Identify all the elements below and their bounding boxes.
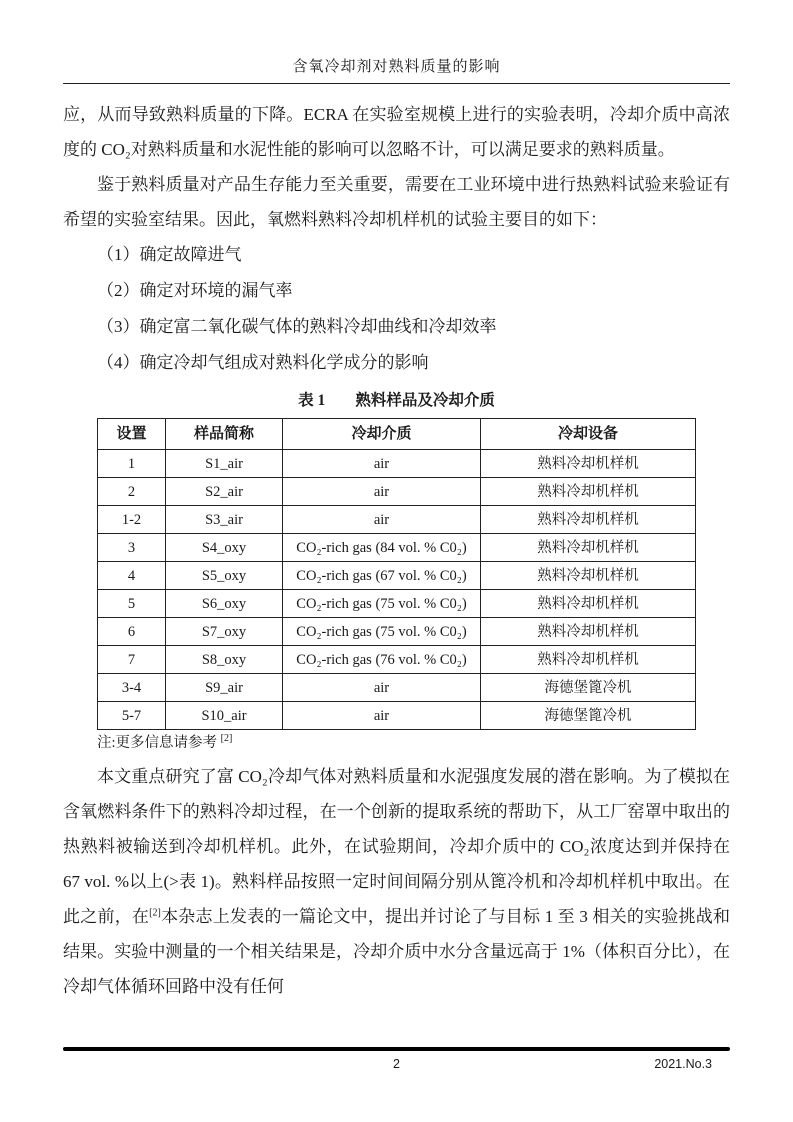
table-row — [98, 506, 696, 534]
table-cell: 3-4 — [98, 674, 166, 702]
table-row — [98, 674, 696, 702]
page-footer — [63, 1047, 730, 1074]
page-body — [63, 97, 730, 1004]
table-row — [98, 562, 696, 590]
table-cell: S6_oxy — [166, 590, 283, 618]
page-header — [63, 0, 730, 84]
footer-row — [63, 1054, 730, 1074]
table-cell: air — [283, 506, 481, 534]
samples-table — [97, 418, 696, 730]
table-cell: air — [283, 450, 481, 478]
table-cell: 熟料冷却机样机 — [481, 618, 696, 646]
table-header-row — [98, 419, 696, 450]
objective-item: （4）确定冷却气组成对熟料化学成分的影响 — [97, 353, 429, 372]
citation-ref: [2] — [149, 907, 161, 919]
table-cell: 熟料冷却机样机 — [481, 562, 696, 590]
table-cell: 5-7 — [98, 702, 166, 730]
objective-item: （3）确定富二氧化碳气体的熟料冷却曲线和冷却效率 — [97, 317, 497, 336]
table-caption-label: 表 1 — [298, 392, 326, 409]
table-cell: 海德堡篦冷机 — [481, 674, 696, 702]
table-cell: 5 — [98, 590, 166, 618]
table-row — [98, 646, 696, 674]
table-cell: S10_air — [166, 702, 283, 730]
table-cell: air — [283, 674, 481, 702]
table-row — [98, 534, 696, 562]
table-row — [98, 702, 696, 730]
paragraph-results — [63, 759, 730, 1004]
table-header-cell: 冷却介质 — [283, 419, 481, 450]
table-cell: 1 — [98, 450, 166, 478]
table-cell: CO₂-rich gas (84 vol. % C0₂) — [283, 534, 481, 562]
paragraph-objectives-intro: 鉴于熟料质量对产品生存能力至关重要，需要在工业环境中进行热熟料试验来验证有希望的实验室结果。因此，氧燃料熟料冷却机样机的试验主要目的如下： — [63, 175, 730, 229]
text-segment: 本文重点研究了富 CO₂冷却气体对熟料质量和水泥强度发展的潜在影响。为了模拟在含氧燃料条件下的熟料冷却过程，在一个创新的提取系统的帮助下，从工厂窑罩中取出的热熟料被输送到冷却机样机。此外，在试验期间，冷却介质中的 CO₂浓度达到并保持在 67 vol. %以上(>表 1)。熟料样品按照一定时间间隔分别从篦冷机和冷却机样机中取出。在此之前，在 — [63, 767, 730, 926]
footer-rule — [63, 1047, 730, 1051]
table-cell: S7_oxy — [166, 618, 283, 646]
table-cell: S4_oxy — [166, 534, 283, 562]
table-cell: 7 — [98, 646, 166, 674]
table-cell: 熟料冷却机样机 — [481, 590, 696, 618]
table-cell: 熟料冷却机样机 — [481, 478, 696, 506]
table-row — [98, 450, 696, 478]
header-rule — [63, 83, 730, 84]
table-cell: air — [283, 478, 481, 506]
running-head-title: 含氧冷却剂对熟料质量的影响 — [292, 59, 501, 75]
table-row — [98, 590, 696, 618]
table-cell: S9_air — [166, 674, 283, 702]
table-cell: 熟料冷却机样机 — [481, 506, 696, 534]
table-cell: S8_oxy — [166, 646, 283, 674]
table-note-text: 注:更多信息请参考 — [97, 735, 221, 751]
table-cell: 海德堡篦冷机 — [481, 702, 696, 730]
page-number: 2 — [393, 1057, 400, 1071]
table-cell: S2_air — [166, 478, 283, 506]
table-cell: 熟料冷却机样机 — [481, 646, 696, 674]
table-caption — [63, 390, 730, 412]
table-cell: 1-2 — [98, 506, 166, 534]
table-cell: 4 — [98, 562, 166, 590]
table-cell: S1_air — [166, 450, 283, 478]
issue-label: 2021.No.3 — [654, 1057, 712, 1071]
table-cell: CO₂-rich gas (67 vol. % C0₂) — [283, 562, 481, 590]
table-cell: S3_air — [166, 506, 283, 534]
table-row — [98, 478, 696, 506]
table-cell: CO₂-rich gas (76 vol. % C0₂) — [283, 646, 481, 674]
citation-ref: [2] — [220, 733, 233, 745]
table-cell: 2 — [98, 478, 166, 506]
table-cell: 熟料冷却机样机 — [481, 534, 696, 562]
objectives-list — [63, 237, 730, 381]
table-header-cell: 设置 — [98, 419, 166, 450]
table-cell: 6 — [98, 618, 166, 646]
table-cell: air — [283, 702, 481, 730]
table-header-cell: 冷却设备 — [481, 419, 696, 450]
text-segment: 本杂志上发表的一篇论文中，提出并讨论了与目标 1 至 3 相关的实验挑战和结果。实验中测量的一个相关结果是，冷却介质中水分含量远高于 1%（体积百分比），在冷却气体循环回路中没有任何 — [63, 907, 731, 996]
table-cell: 3 — [98, 534, 166, 562]
objective-item: （1）确定故障进气 — [97, 245, 242, 264]
objective-item: （2）确定对环境的漏气率 — [97, 281, 293, 300]
table-cell: CO₂-rich gas (75 vol. % C0₂) — [283, 618, 481, 646]
table-row — [98, 618, 696, 646]
paragraph-continuation: 应，从而导致熟料质量的下降。ECRA 在实验室规模上进行的实验表明，冷却介质中高浓度的 CO₂对熟料质量和水泥性能的影响可以忽略不计，可以满足要求的熟料质量。 — [63, 105, 730, 159]
table-body — [98, 450, 696, 730]
table-note — [97, 733, 730, 753]
table-caption-title: 熟料样品及冷却介质 — [355, 392, 495, 409]
table-header-cell: 样品简称 — [166, 419, 283, 450]
table-cell: S5_oxy — [166, 562, 283, 590]
table-cell: CO₂-rich gas (75 vol. % C0₂) — [283, 590, 481, 618]
table-cell: 熟料冷却机样机 — [481, 450, 696, 478]
